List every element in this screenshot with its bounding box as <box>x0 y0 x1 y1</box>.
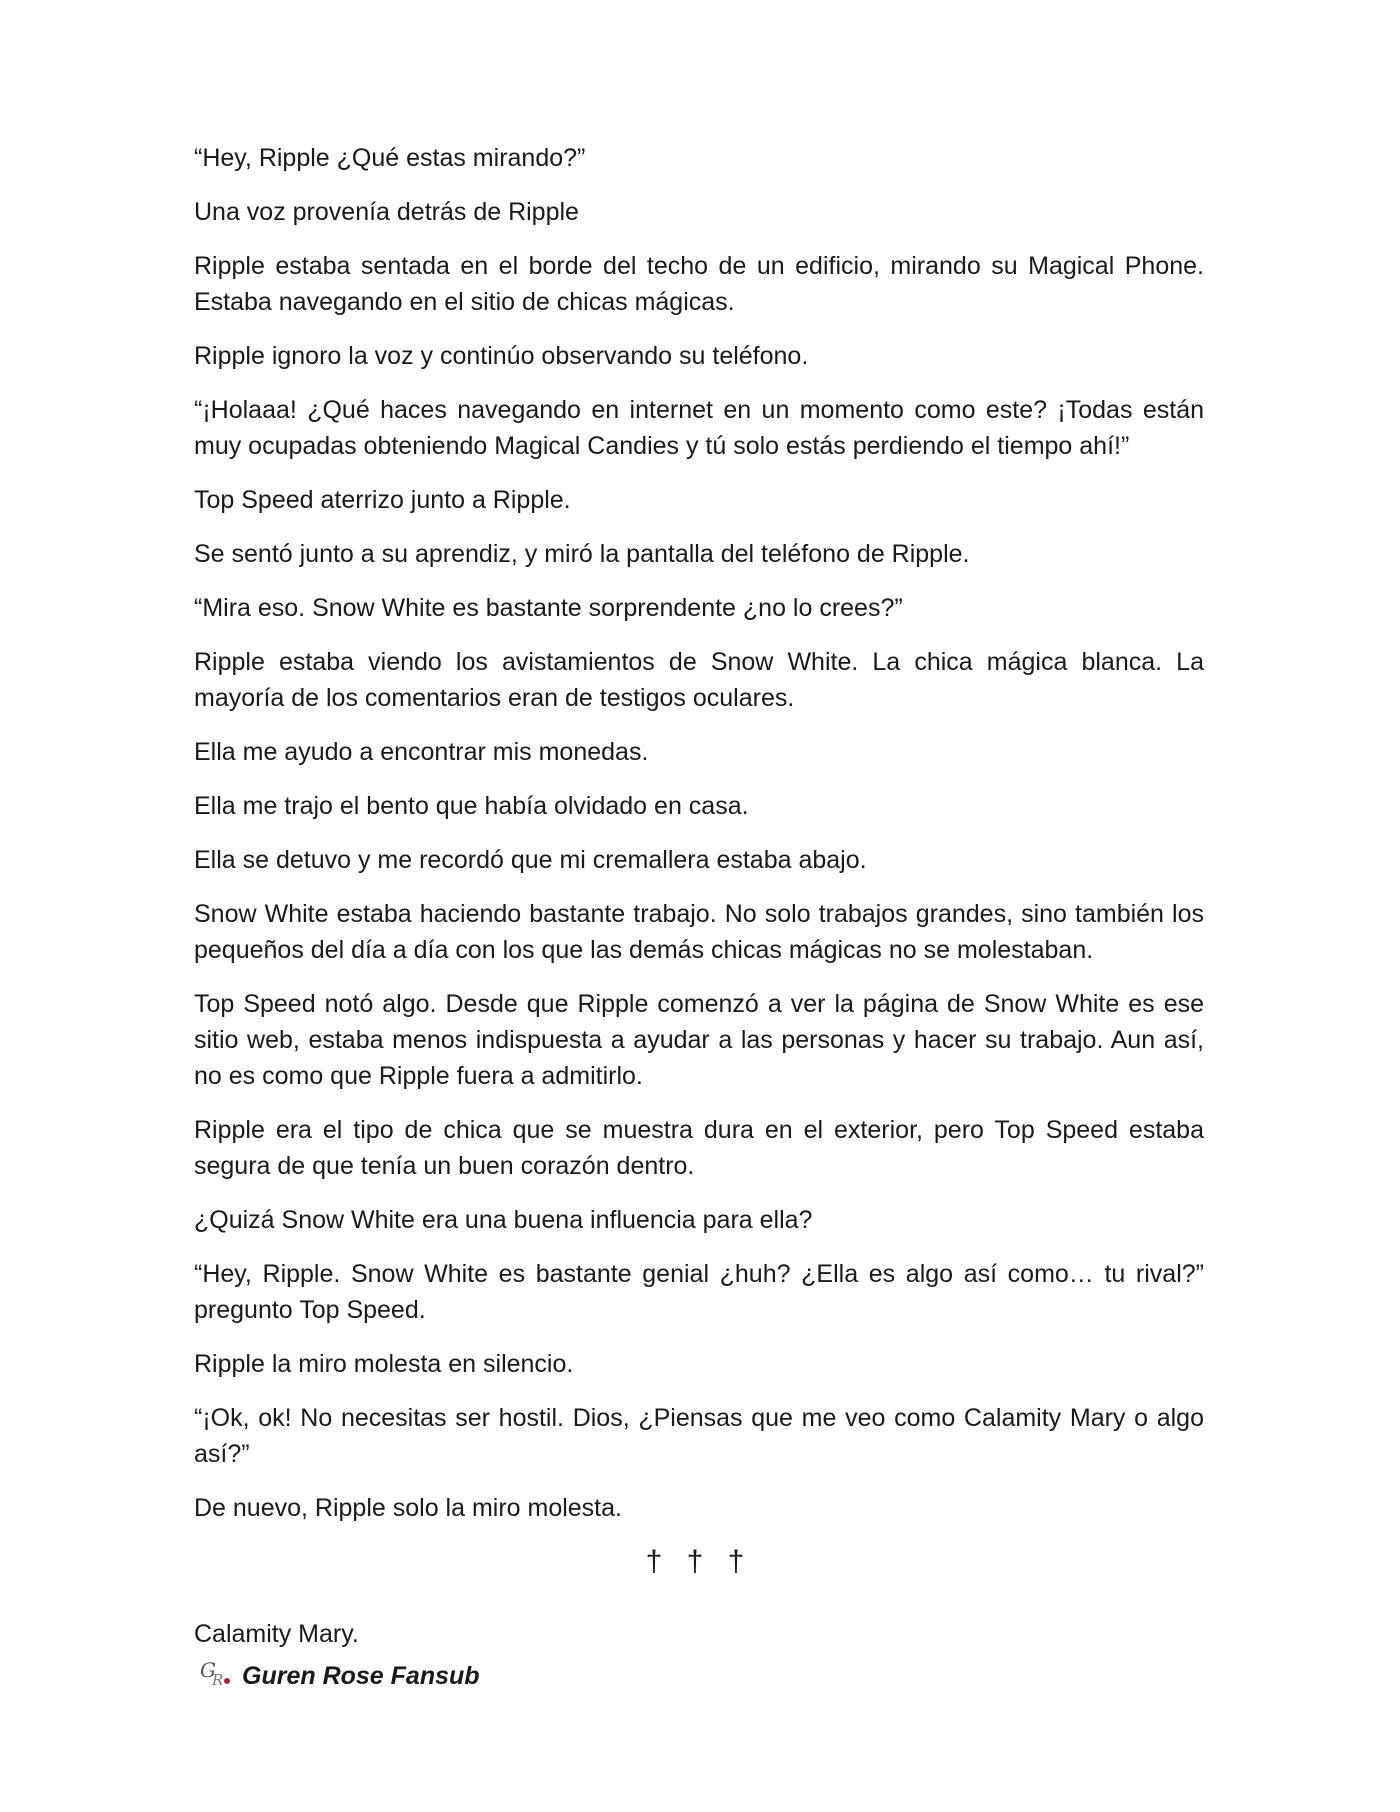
svg-text:G: G <box>200 1657 216 1682</box>
paragraph: Ripple ignoro la voz y continúo observando su teléfono. <box>194 342 809 370</box>
fansub-credit: Guren Rose Fansub <box>242 1662 480 1690</box>
paragraph: Se sentó junto a su aprendiz, y miró la pantalla del teléfono de Ripple. <box>194 540 970 568</box>
paragraph: ¿Quizá Snow White era una buena influencia para ella? <box>194 1206 813 1234</box>
paragraph: “Hey, Ripple ¿Qué estas mirando?” <box>194 144 586 172</box>
svg-text:R: R <box>212 1670 224 1689</box>
paragraph: De nuevo, Ripple solo la miro molesta. <box>194 1494 622 1522</box>
paragraph: Top Speed notó algo. Desde que Ripple comenzó a ver la página de Snow White es ese sitio web, estaba menos indispuesta a ayudar a las personas y hacer su trabajo. Aun así, no es como que Ripple fuera a admitirlo. <box>194 990 1204 1090</box>
gr-monogram-icon <box>198 1655 232 1689</box>
footer-credit <box>198 1652 480 1691</box>
paragraph: “Mira eso. Snow White es bastante sorprendente ¿no lo crees?” <box>194 594 903 622</box>
paragraph: “¡Holaaa! ¿Qué haces navegando en internet en un momento como este? ¡Todas están muy ocupadas obteniendo Magical Candies y tú solo estás perdiendo el tiempo ahí!” <box>194 396 1204 460</box>
paragraph: Una voz provenía detrás de Ripple <box>194 198 579 226</box>
paragraph: Ripple estaba viendo los avistamientos de Snow White. La chica mágica blanca. La mayoría de los comentarios eran de testigos oculares. <box>194 648 1204 712</box>
paragraph: Ella me trajo el bento que había olvidado en casa. <box>194 792 749 820</box>
closing-line: Calamity Mary. <box>194 1620 359 1648</box>
document-body <box>194 140 1204 1670</box>
paragraph: Ella me ayudo a encontrar mis monedas. <box>194 738 649 766</box>
paragraph: Ripple estaba sentada en el borde del techo de un edificio, mirando su Magical Phone. Estaba navegando en el sitio de chicas mágicas. <box>194 252 1204 316</box>
paragraph: Ripple era el tipo de chica que se muestra dura en el exterior, pero Top Speed estaba segura de que tenía un buen corazón dentro. <box>194 1116 1204 1180</box>
section-separator: † † † <box>645 1545 753 1578</box>
paragraph: Top Speed aterrizo junto a Ripple. <box>194 486 571 514</box>
paragraph: Ella se detuvo y me recordó que mi cremallera estaba abajo. <box>194 846 867 874</box>
paragraph: “Hey, Ripple. Snow White es bastante genial ¿huh? ¿Ella es algo así como… tu rival?” pregunto Top Speed. <box>194 1260 1204 1324</box>
paragraph: Snow White estaba haciendo bastante trabajo. No solo trabajos grandes, sino también los pequeños del día a día con los que las demás chicas mágicas no se molestaban. <box>194 900 1204 964</box>
paragraph: Ripple la miro molesta en silencio. <box>194 1350 574 1378</box>
paragraph: “¡Ok, ok! No necesitas ser hostil. Dios, ¿Piensas que me veo como Calamity Mary o algo así?” <box>194 1404 1204 1468</box>
